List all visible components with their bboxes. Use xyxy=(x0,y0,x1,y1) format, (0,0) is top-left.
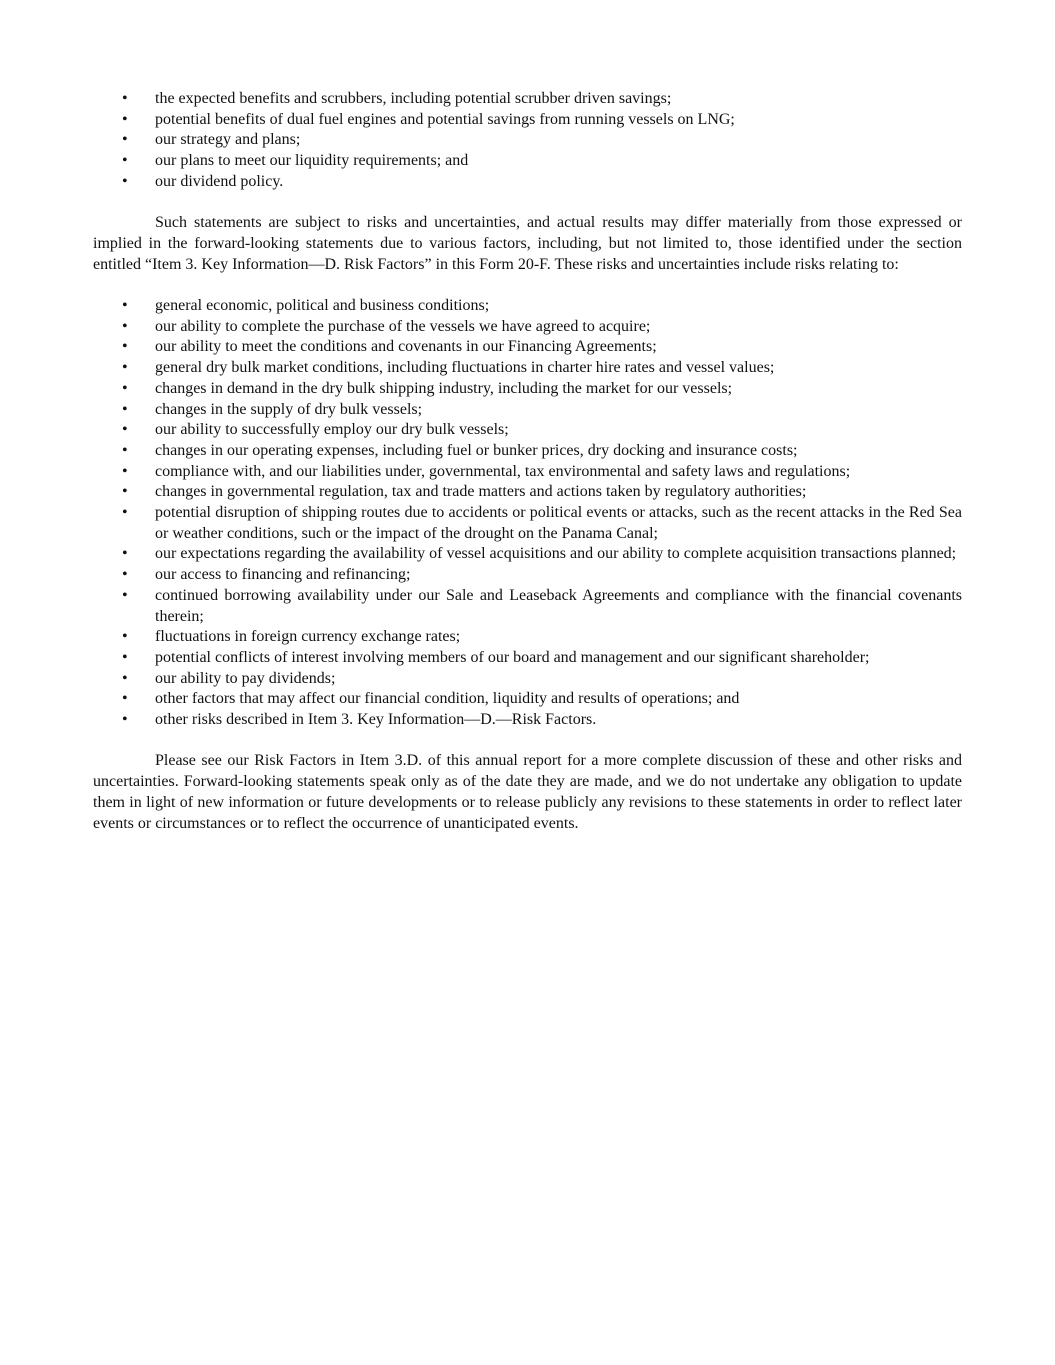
list-item-text: our ability to meet the conditions and covenants in our Financing Agreements; xyxy=(155,338,657,356)
list-item xyxy=(93,400,962,421)
spacer xyxy=(93,193,962,214)
list-item xyxy=(93,503,962,544)
list-item xyxy=(93,358,962,379)
bullet-icon: • xyxy=(122,338,128,356)
bullet-icon: • xyxy=(122,628,128,646)
risks-intro-paragraph: Such statements are subject to risks and uncertainties, and actual results may differ materially from those expressed or implied in the forward-looking statements due to various factors, including, but not limited to, those identified under the section entitled “Item 3. Key Information—D. Risk Factors” in this Form 20-F. These risks and uncertainties include risks relating to: xyxy=(93,214,962,273)
list-item xyxy=(93,317,962,338)
bullet-icon: • xyxy=(122,669,128,687)
expectations-list xyxy=(93,89,962,193)
bullet-icon: • xyxy=(122,441,128,459)
list-item xyxy=(93,482,962,503)
list-item-text: the expected benefits and scrubbers, including potential scrubber driven savings; xyxy=(155,90,672,107)
bullet-icon: • xyxy=(122,400,128,418)
list-item xyxy=(93,110,962,131)
bullet-icon: • xyxy=(122,711,128,729)
list-item xyxy=(93,710,962,731)
list-item xyxy=(93,648,962,669)
spacer xyxy=(93,275,962,296)
list-item-text: changes in governmental regulation, tax and trade matters and actions taken by regulatory authorities; xyxy=(155,483,807,501)
document-page xyxy=(93,89,962,834)
bullet-icon: • xyxy=(122,504,128,522)
list-item-text: our ability to pay dividends; xyxy=(155,669,336,687)
closing-paragraph: Please see our Risk Factors in Item 3.D. of this annual report for a more complete discussion of these and other risks and uncertainties. Forward-looking statements speak only as of the date they are made, and we do not undertake any obligation to update them in light of new information or future developments or to release publicly any revisions to these statements in order to reflect later events or circumstances or to reflect the occurrence of unanticipated events. xyxy=(93,752,962,832)
list-item xyxy=(93,586,962,627)
list-item-text: potential benefits of dual fuel engines and potential savings from running vessels on LNG; xyxy=(155,110,735,128)
list-item xyxy=(93,544,962,565)
bullet-icon: • xyxy=(122,462,128,480)
list-item-text: our ability to successfully employ our dry bulk vessels; xyxy=(155,421,509,439)
list-item-text: our plans to meet our liquidity requirements; and xyxy=(155,152,469,170)
list-item xyxy=(93,337,962,358)
list-item-text: our expectations regarding the availability of vessel acquisitions and our ability to complete acquisition transactions planned; xyxy=(155,545,957,563)
list-item xyxy=(93,130,962,151)
bullet-icon: • xyxy=(122,172,128,190)
bullet-icon: • xyxy=(122,586,128,604)
list-item-text: general dry bulk market conditions, including fluctuations in charter hire rates and vessel values; xyxy=(155,359,775,377)
list-item-text: changes in our operating expenses, including fuel or bunker prices, dry docking and insurance costs; xyxy=(155,441,798,459)
bullet-icon: • xyxy=(122,359,128,377)
bullet-icon: • xyxy=(122,648,128,666)
list-item-text: changes in demand in the dry bulk shipping industry, including the market for our vessels; xyxy=(155,379,733,397)
bullet-icon: • xyxy=(122,483,128,501)
list-item-text: our access to financing and refinancing; xyxy=(155,566,411,584)
bullet-icon: • xyxy=(122,545,128,563)
bullet-icon: • xyxy=(122,690,128,708)
list-item xyxy=(93,565,962,586)
list-item-text: continued borrowing availability under our Sale and Leaseback Agreements and compliance with the financial covenants therein; xyxy=(155,586,962,625)
list-item xyxy=(93,627,962,648)
list-item xyxy=(93,296,962,317)
list-item-text: potential conflicts of interest involving members of our board and management and our significant shareholder; xyxy=(155,648,870,666)
list-item-text: compliance with, and our liabilities under, governmental, tax environmental and safety laws and regulations; xyxy=(155,462,851,480)
list-item-text: other risks described in Item 3. Key Information—D.—Risk Factors. xyxy=(155,711,597,729)
list-item-text: potential disruption of shipping routes due to accidents or political events or attacks, such as the recent attacks in the Red Sea or weather conditions, such or the impact of the drought on the Panama Canal; xyxy=(155,504,962,542)
list-item-text: general economic, political and business conditions; xyxy=(155,297,490,314)
list-item xyxy=(93,172,962,193)
list-item-text: other factors that may affect our financial condition, liquidity and results of operations; and xyxy=(155,690,740,708)
bullet-icon: • xyxy=(122,90,128,107)
list-item-text: our ability to complete the purchase of the vessels we have agreed to acquire; xyxy=(155,317,651,335)
list-item xyxy=(93,689,962,710)
bullet-icon: • xyxy=(122,379,128,397)
bullet-icon: • xyxy=(122,152,128,170)
list-item xyxy=(93,462,962,483)
list-item xyxy=(93,669,962,690)
bullet-icon: • xyxy=(122,317,128,335)
list-item-text: fluctuations in foreign currency exchange rates; xyxy=(155,628,461,646)
list-item-text: our strategy and plans; xyxy=(155,131,301,149)
spacer xyxy=(93,731,962,752)
list-item-text: changes in the supply of dry bulk vessels; xyxy=(155,400,423,418)
list-item xyxy=(93,441,962,462)
bullet-icon: • xyxy=(122,131,128,149)
list-item-text: our dividend policy. xyxy=(155,172,284,190)
list-item xyxy=(93,420,962,441)
bullet-icon: • xyxy=(122,421,128,439)
list-item xyxy=(93,151,962,172)
bullet-icon: • xyxy=(122,297,128,314)
risk-factors-list xyxy=(93,296,962,731)
bullet-icon: • xyxy=(122,110,128,128)
bullet-icon: • xyxy=(122,566,128,584)
list-item xyxy=(93,89,962,110)
list-item xyxy=(93,379,962,400)
